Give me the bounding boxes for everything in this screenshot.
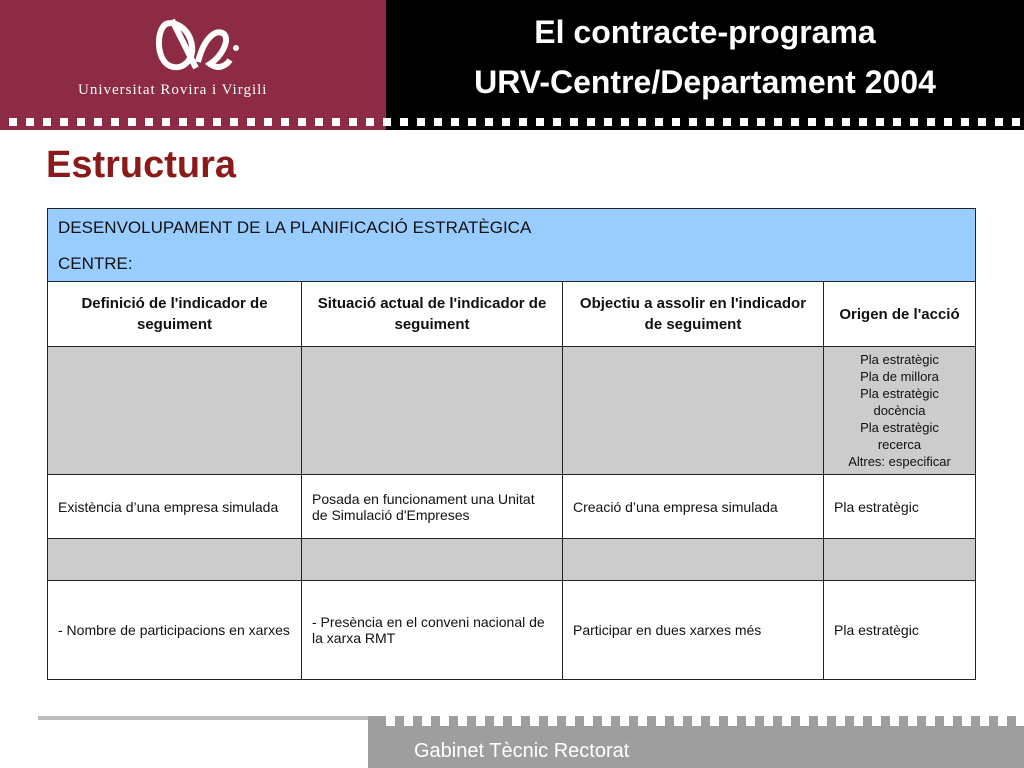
footer-film-border <box>386 716 1024 726</box>
footer-text: Gabinet Tècnic Rectorat <box>414 740 630 762</box>
table-cell <box>48 539 302 581</box>
column-header-situacio: Situació actual de l'indicador de seguiment <box>302 282 563 347</box>
column-header-objectiu: Objectiu a assolir en l'indicador de seguiment <box>563 282 824 347</box>
column-header-definicio: Definició de l'indicador de seguiment <box>48 282 302 347</box>
urv-logo-icon <box>152 16 242 76</box>
origin-option: Pla estratègic <box>860 420 939 435</box>
header-title-panel <box>386 0 1024 122</box>
origin-option: Altres: especificar <box>848 454 951 469</box>
section-title: Estructura <box>46 144 237 186</box>
table-cell <box>563 347 824 475</box>
planning-table <box>47 208 976 680</box>
column-header-origen: Origen de l'acció <box>824 282 976 347</box>
origin-option: Pla estratègic <box>860 386 939 401</box>
table-cell-objectiu: Participar en dues xarxes més <box>563 581 824 680</box>
table-cell <box>48 347 302 475</box>
table-heading: DESENVOLUPAMENT DE LA PLANIFICACIÓ ESTRATÈGICA <box>58 218 532 237</box>
table-cell-definicio: Existència d’una empresa simulada <box>48 475 302 539</box>
origin-options-cell <box>824 347 976 475</box>
footer-divider <box>38 716 368 720</box>
university-name: Universitat Rovira i Virgili <box>78 82 268 98</box>
origin-option: recerca <box>877 437 922 452</box>
table-row <box>48 475 976 539</box>
origin-option: Pla de millora <box>860 369 939 384</box>
university-logo <box>78 16 318 106</box>
header-brand-panel <box>0 0 386 122</box>
table-cell-situacio: Posada en funcionament una Unitat de Simulació d'Empreses <box>302 475 563 539</box>
header-film-border <box>0 118 1024 126</box>
table-row <box>48 581 976 680</box>
table-cell <box>302 539 563 581</box>
table-cell <box>824 539 976 581</box>
table-row <box>48 539 976 581</box>
table-heading-cell <box>48 209 976 282</box>
table-cell-origen: Pla estratègic <box>824 475 976 539</box>
origin-option: docència <box>873 403 926 418</box>
table-cell-definicio: - Nombre de participacions en xarxes <box>48 581 302 680</box>
table-cell <box>302 347 563 475</box>
centre-label: CENTRE: <box>58 254 133 273</box>
table-row <box>48 347 976 475</box>
table-cell-origen: Pla estratègic <box>824 581 976 680</box>
presentation-subtitle: URV-Centre/Departament 2004 <box>474 64 936 100</box>
table-cell <box>563 539 824 581</box>
presentation-title: El contracte-programa <box>534 14 876 50</box>
table-cell-situacio: - Presència en el conveni nacional de la xarxa RMT <box>302 581 563 680</box>
origin-option: Pla estratègic <box>860 352 939 367</box>
table-cell-objectiu: Creació d’una empresa simulada <box>563 475 824 539</box>
